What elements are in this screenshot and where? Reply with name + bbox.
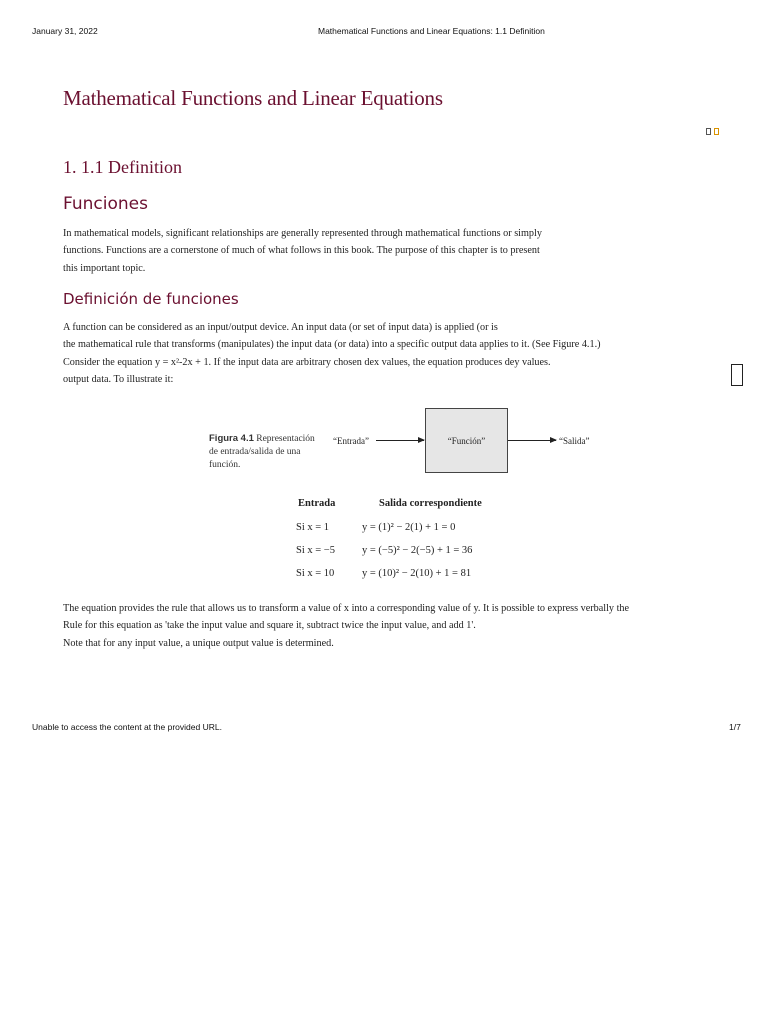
bookmark-icon[interactable] [714, 128, 719, 135]
paragraph-line: output data. To illustrate it: [63, 373, 174, 385]
figure-caption [209, 432, 319, 472]
definicion-paragraph [63, 319, 623, 388]
arrow-right-icon [376, 440, 424, 441]
paragraph-line: functions. Functions are a cornerstone of much of what follows in this book. The purpose of this chapter is to present [63, 245, 540, 257]
figure-label: Figura 4.1 [209, 433, 254, 444]
table-cell-output: y = (10)² − 2(10) + 1 = 81 [362, 568, 472, 579]
table-cell-input: Si x = 1 [296, 522, 330, 533]
definicion-heading: Definición de funciones [63, 290, 239, 308]
funciones-paragraph [63, 225, 623, 277]
paragraph-line: A function can be considered as an input/output device. An input data (or set of input data) is applied (or is [63, 322, 498, 333]
table-cell-input: Si x = −5 [296, 545, 335, 556]
paragraph-line: the mathematical rule that transforms (manipulates) the input data (or data) into a specific output data applies to it. (See Figure 4.1.) [63, 339, 601, 351]
caption-text: Representación [256, 434, 315, 444]
table-cell-input: Si x = 10 [296, 568, 335, 579]
page-number: 1/7 [729, 722, 741, 732]
closing-paragraph [63, 600, 630, 652]
arrow-right-icon [508, 440, 556, 441]
page-title: Mathematical Functions and Linear Equations [63, 86, 443, 110]
caption-text: de entrada/salida de una [209, 447, 301, 457]
toolbar-icons [706, 128, 719, 135]
placeholder-box-icon[interactable] [706, 128, 711, 135]
funciones-heading: Funciones [63, 194, 148, 214]
paragraph-line: In mathematical models, significant relationships are generally represented through mathematical functions or simply [63, 228, 542, 239]
table-cell-output: y = (−5)² − 2(−5) + 1 = 36 [362, 545, 473, 556]
side-panel-toggle-icon[interactable] [731, 364, 743, 386]
print-url-text: Unable to access the content at the provided URL. [32, 722, 222, 732]
paragraph-line: Rule for this equation as 'take the input value and square it, subtract twice the input value, and add 1'. [63, 620, 476, 632]
caption-text: función. [209, 460, 241, 470]
function-box [425, 408, 508, 473]
table-header-input: Entrada [298, 498, 336, 509]
figure-4-1 [200, 400, 620, 590]
print-doc-title: Mathematical Functions and Linear Equations: 1.1 Definition [318, 26, 545, 36]
paragraph-line: Consider the equation y = x²-2x + 1. If the input data are arbitrary chosen dex values, the equation produces dey values. [63, 356, 551, 368]
table-header-output: Salida correspondiente [379, 498, 482, 509]
diagram-input-label: “Entrada” [333, 436, 369, 446]
paragraph-line: The equation provides the rule that allows us to transform a value of x into a corresponding value of y. It is possible to express verbally the [63, 603, 630, 614]
diagram-output-label: “Salida” [559, 436, 590, 446]
print-date: January 31, 2022 [32, 26, 98, 36]
function-box-label: “Función” [447, 436, 486, 446]
section-heading: 1. 1.1 Definition [63, 157, 182, 177]
paragraph-line: Note that for any input value, a unique output value is determined. [63, 637, 334, 649]
table-cell-output: y = (1)² − 2(1) + 1 = 0 [362, 522, 456, 533]
paragraph-line: this important topic. [63, 262, 146, 274]
